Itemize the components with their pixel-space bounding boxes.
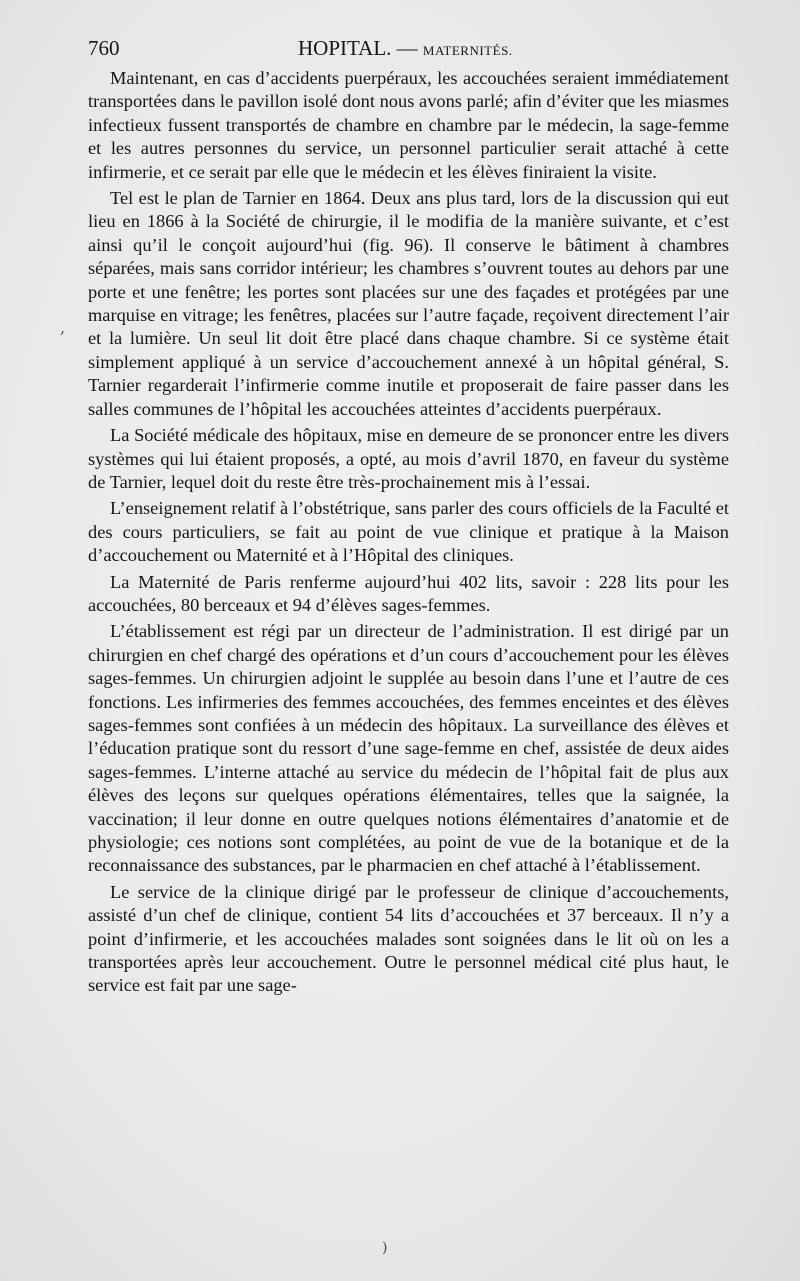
paragraph: Tel est le plan de Tarnier en 1864. Deux ans plus tard, lors de la discussion qui eut lieu en 1866 à la Société de chirurgie, il le modifia de la manière suivante, et c’est ainsi qu’il le conçoit aujourd’hui (fig. 96). Il conserve le bâtiment à chambres séparées, mais sans corridor intérieur; les chambres s’ouvrent toutes au dehors par une porte et une fenêtre; les portes sont placées sur une des façades et protégées par une marquise en vitrage; les fenêtres, placées sur l’autre façade, reçoivent directement l’air et la lumière. Un seul lit doit être placé dans chaque chambre. Si ce système était simplement appliqué à un service d’accouchement annexé à un hôpital général, S. Tarnier regarderait l’infirmerie comme inutile et proposerait de faire passer dans les salles communes de l’hôpital les accouchées atteintes d’accidents puerpéraux.	[88, 188, 729, 419]
bottom-mark: )	[382, 1240, 388, 1256]
body-text	[88, 67, 729, 1001]
running-head-section: MATERNITÉS.	[422, 43, 513, 58]
paragraph: Maintenant, en cas d’accidents puerpéraux, les accouchées seraient immédiatement transportées dans le pavillon isolé dont nous avons parlé; afin d’éviter que les miasmes infectieux fussent transportés de chambre en chambre par le médecin, la sage-femme et les autres personnes du service, un personnel particulier serait attaché à cette infirmerie, et ce serait par elle que le médecin et les élèves finiraient la visite.	[88, 68, 729, 182]
paragraph: La Maternité de Paris renferme aujourd’hui 402 lits, savoir : 228 lits pour les accouchées, 80 berceaux et 94 d’élèves sages-femmes.	[88, 571, 729, 615]
running-head	[298, 36, 513, 61]
margin-mark: ,	[60, 318, 66, 337]
paragraph: Le service de la clinique dirigé par le professeur de clinique d’accouchements, assisté d’un chef de clinique, contient 54 lits d’accouchées et 37 berceaux. Il n’y a point d’infirmerie, et les accouchées malades sont soignées dans le lit où on les a transportées après leur accouchement. Outre le personnel médical cité plus haut, le service est fait par une sage-	[88, 881, 729, 996]
running-head-title: HOPITAL. —	[298, 36, 418, 60]
paragraph: L’établissement est régi par un directeur de l’administration. Il est dirigé par un chirurgien en chef chargé des opérations et d’un cours d’accouchement pour les élèves sages-femmes. Un chirurgien adjoint le supplée au besoin dans l’une et l’autre de ces fonctions. Les infirmeries des femmes accouchées, des femmes enceintes et des élèves sages-femmes sont confiées à un médecin des hôpitaux. La surveillance des élèves et l’éducation pratique sont du ressort d’une sage-femme en chef, assistée de deux aides sages-femmes. L’interne attaché au service du médecin de l’hôpital fait de plus aux élèves des leçons sur quelques opérations élémentaires, telles que la saignée, la vaccination; il leur donne en outre quelques notions élémentaires d’anatomie et de physiologie; ces notions sont complétées, au point de vue de la botanique et de la reconnaissance des substances, par le pharmacien en chef attaché à l’établissement.	[88, 621, 729, 876]
page-header	[88, 36, 728, 60]
page-number: 760	[88, 36, 120, 60]
paragraph: La Société médicale des hôpitaux, mise en demeure de se prononcer entre les divers systèmes qui lui étaient proposés, a opté, au mois d’avril 1870, en faveur du système de Tarnier, lequel doit du reste être très-prochainement mis à l’essai.	[88, 425, 729, 492]
paragraph: L’enseignement relatif à l’obstétrique, sans parler des cours officiels de la Faculté et des cours particuliers, se fait au point de vue clinique et pratique à la Maison d’accouchement ou Maternité et à l’Hôpital des cliniques.	[88, 498, 729, 566]
